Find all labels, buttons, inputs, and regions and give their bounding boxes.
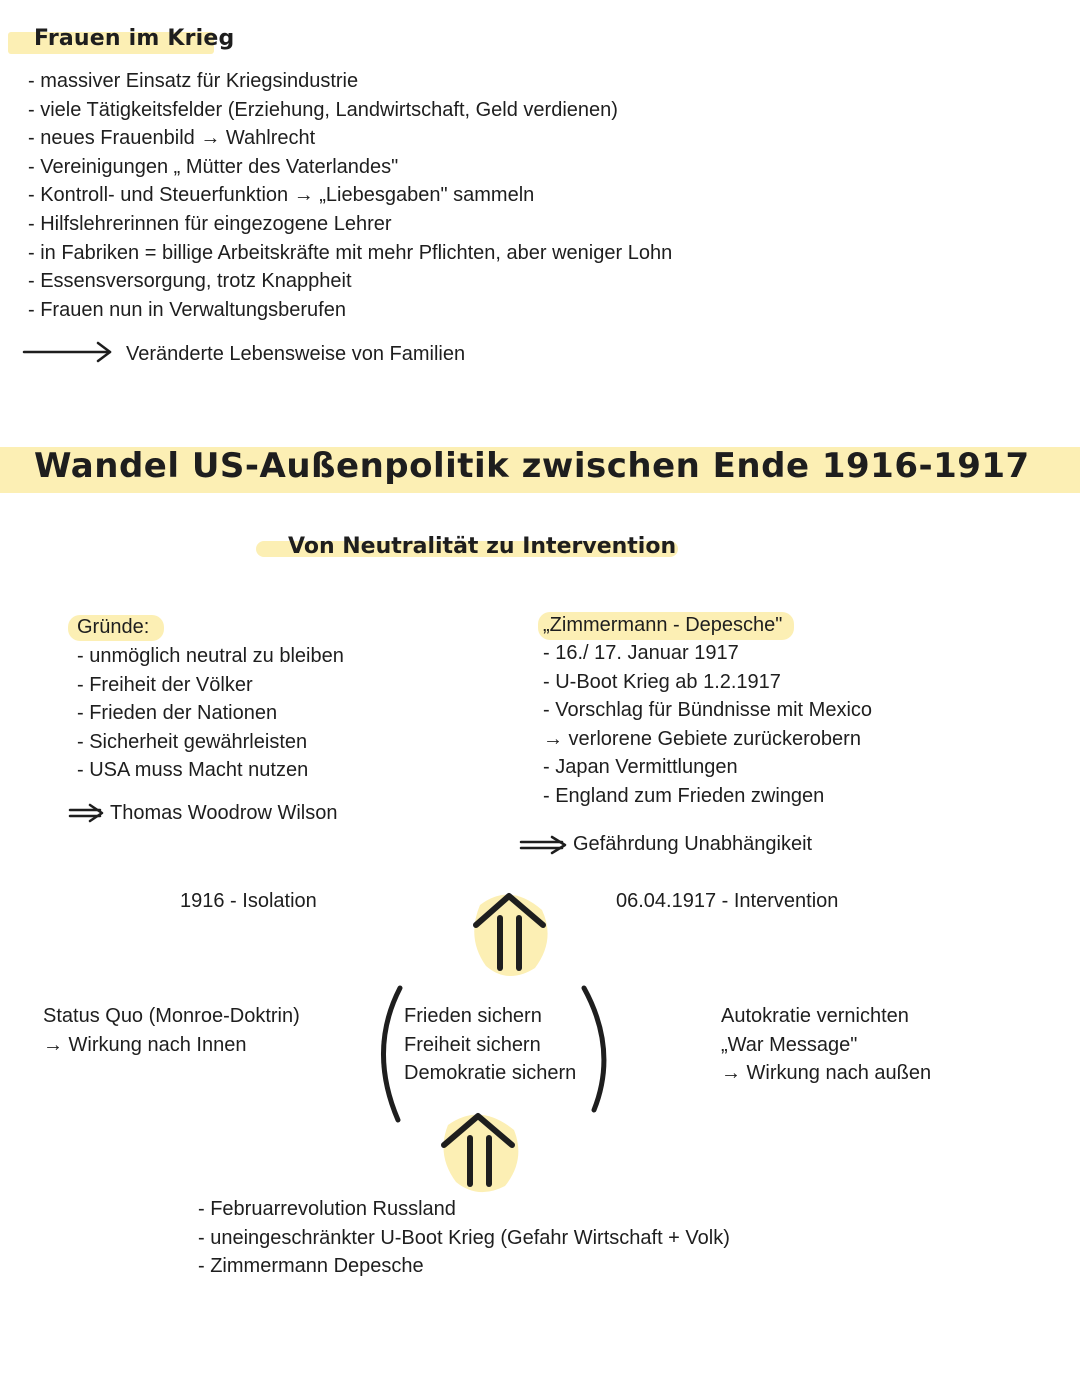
left-bracket-icon <box>383 988 400 1120</box>
double-arrow-icon <box>70 805 102 821</box>
list-item: Frieden sichern <box>404 1005 542 1027</box>
reasons-label: Gründe: <box>77 616 150 638</box>
list-item: - Hilfslehrerinnen für eingezogene Lehrer <box>28 212 392 235</box>
list-item: - Freiheit der Völker <box>77 673 253 696</box>
zimmermann-label: „Zimmermann - Depesche" <box>543 614 783 636</box>
list-item: - Essensversorgung, trotz Knappheit <box>28 270 352 293</box>
list-item: - 16./ 17. Januar 1917 <box>543 642 739 664</box>
list-item: - Frieden der Nationen <box>77 702 278 725</box>
list-item: Autokratie vernichten <box>721 1005 909 1027</box>
list-item: - Sicherheit gewährleisten <box>77 730 308 753</box>
zimmermann-conclusion: Gefährdung Unabhängikeit <box>573 833 813 855</box>
intervention-label: 06.04.1917 - Intervention <box>616 890 839 912</box>
section-title-us-policy: Wandel US-Außenpolitik zwischen Ende 1916-1917 <box>34 446 1030 486</box>
women-conclusion: Veränderte Lebensweise von Familien <box>126 343 466 365</box>
list-item: Freiheit sichern <box>404 1033 541 1056</box>
list-item: - Februarrevolution Russland <box>198 1198 456 1220</box>
list-item: - uneingeschränkter U-Boot Krieg (Gefahr Wirtschaft + Volk) <box>198 1226 730 1249</box>
list-item: - England zum Frieden zwingen <box>543 784 825 807</box>
list-item: - viele Tätigkeitsfelder (Erziehung, Landwirtschaft, Geld verdienen) <box>28 98 618 121</box>
double-arrow-icon <box>521 837 565 853</box>
long-arrow-icon <box>24 343 110 361</box>
list-item: - Vorschlag für Bündnisse mit Mexico <box>543 699 873 722</box>
section-subtitle: Von Neutralität zu Intervention <box>288 534 677 559</box>
section-title-women: Frauen im Krieg <box>34 26 235 51</box>
list-item: → verlorene Gebiete zurückerobern <box>543 727 861 750</box>
list-item: - Frauen nun in Verwaltungsberufen <box>28 298 346 321</box>
list-item: → Wirkung nach Innen <box>43 1033 247 1056</box>
list-item: - unmöglich neutral zu bleiben <box>77 645 344 667</box>
list-item: - in Fabriken = billige Arbeitskräfte mit mehr Pflichten, aber weniger Lohn <box>28 241 673 264</box>
list-item: Status Quo (Monroe-Doktrin) <box>43 1005 300 1027</box>
list-item: - U-Boot Krieg ab 1.2.1917 <box>543 670 781 693</box>
list-item: „War Message" <box>721 1033 858 1056</box>
list-item: - USA muss Macht nutzen <box>77 759 309 782</box>
reasons-conclusion: Thomas Woodrow Wilson <box>110 802 338 824</box>
up-arrow-icon <box>444 1115 519 1192</box>
list-item: - massiver Einsatz für Kriegsindustrie <box>28 70 359 92</box>
list-item: Demokratie sichern <box>404 1062 577 1085</box>
list-item: - Japan Vermittlungen <box>543 756 738 779</box>
isolation-label: 1916 - Isolation <box>180 890 317 912</box>
list-item: - neues Frauenbild → Wahlrecht <box>28 127 316 150</box>
list-item: - Kontroll- und Steuerfunktion → „Liebesgaben" sammeln <box>28 184 535 207</box>
up-arrow-icon <box>474 895 547 976</box>
list-item: → Wirkung nach außen <box>721 1062 932 1085</box>
list-item: - Zimmermann Depesche <box>198 1255 424 1278</box>
right-bracket-icon <box>584 988 604 1110</box>
list-item: - Vereinigungen „ Mütter des Vaterlandes" <box>28 155 399 178</box>
